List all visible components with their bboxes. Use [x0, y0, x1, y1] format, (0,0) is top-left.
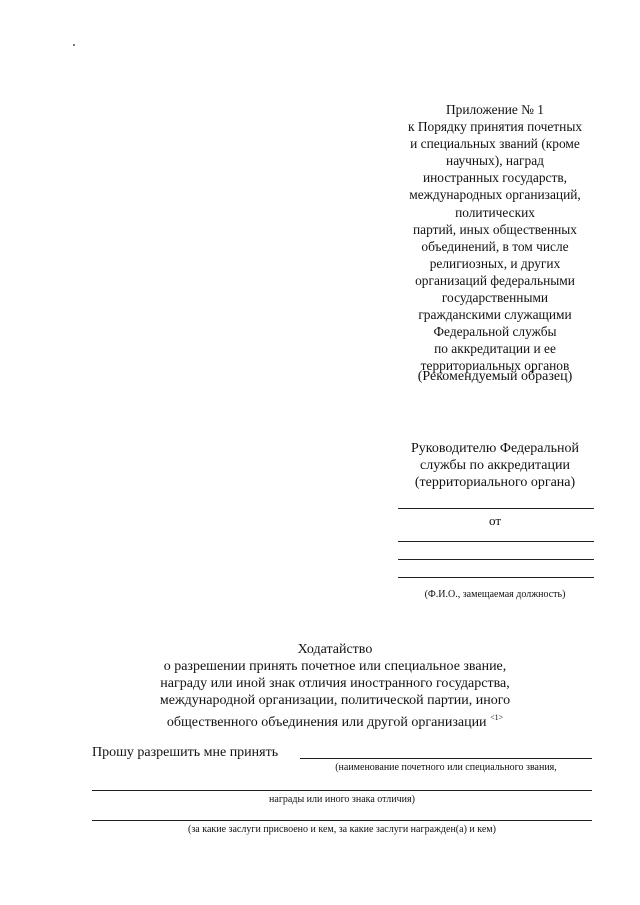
sender-fill-line [398, 559, 594, 560]
request-fill-line [92, 790, 592, 791]
appendix-line: религиозных, и других [429, 255, 561, 271]
petition-line: о разрешении принять почетное или специальное звание, [163, 659, 507, 674]
appendix-line: международных организаций, [409, 187, 581, 203]
appendix-line: государственными [441, 290, 549, 306]
addressee-line: службы по аккредитации [420, 458, 570, 474]
appendix-line: по аккредитации и ее [434, 341, 556, 357]
footnote-ref[interactable]: <1> [490, 713, 504, 722]
petition-block [120, 641, 550, 731]
request-caption: (за какие заслуги присвоено и кем, за какие заслуги награжден(а) и кем) [188, 824, 496, 835]
appendix-line: партий, иных общественных [413, 221, 577, 237]
petition-title: Ходатайство [297, 642, 373, 657]
appendix-line: территориальных органов [420, 358, 570, 374]
appendix-line: объединений, в том числе [421, 238, 569, 254]
request-fill-line [300, 758, 592, 759]
appendix-line: иностранных государств, [422, 170, 568, 186]
addressee-fill-line [398, 508, 594, 509]
request-caption: (наименование почетного или специального звания, [335, 762, 557, 773]
sender-fill-line [398, 541, 594, 542]
scan-speck [73, 44, 75, 46]
appendix-line: к Порядку принятия почетных [407, 119, 583, 135]
sender-fill-line [398, 577, 594, 578]
addressee-block [382, 440, 608, 492]
petition-line: международной организации, политической партии, иного [159, 693, 511, 708]
addressee-line: Руководителю Федеральной [411, 441, 579, 456]
addressee-line: (территориального органа) [414, 475, 576, 491]
appendix-line: Приложение № 1 [445, 102, 545, 117]
appendix-line: Федеральной службы [433, 324, 557, 340]
request-fill-line [92, 820, 592, 821]
appendix-line: и специальных званий (кроме [410, 136, 580, 152]
appendix-line: организаций федеральными [415, 272, 575, 288]
sample-note: (Рекомендуемый образец) [417, 369, 573, 384]
appendix-line: гражданскими служащими [418, 307, 572, 323]
petition-line-with-ref [120, 709, 550, 731]
petition-line: общественного объединения или другой организации [166, 715, 487, 730]
petition-line: награду или иной знак отличия иностранного государства, [160, 676, 510, 691]
request-caption: награды или иного знака отличия) [269, 794, 415, 805]
request-text: Прошу разрешить мне принять [92, 745, 279, 760]
appendix-line: политических [455, 204, 535, 220]
sender-caption: (Ф.И.О., замещаемая должность) [424, 589, 566, 600]
appendix-header [382, 101, 608, 375]
from-label: от [488, 513, 501, 528]
appendix-line: научных), наград [446, 153, 544, 169]
